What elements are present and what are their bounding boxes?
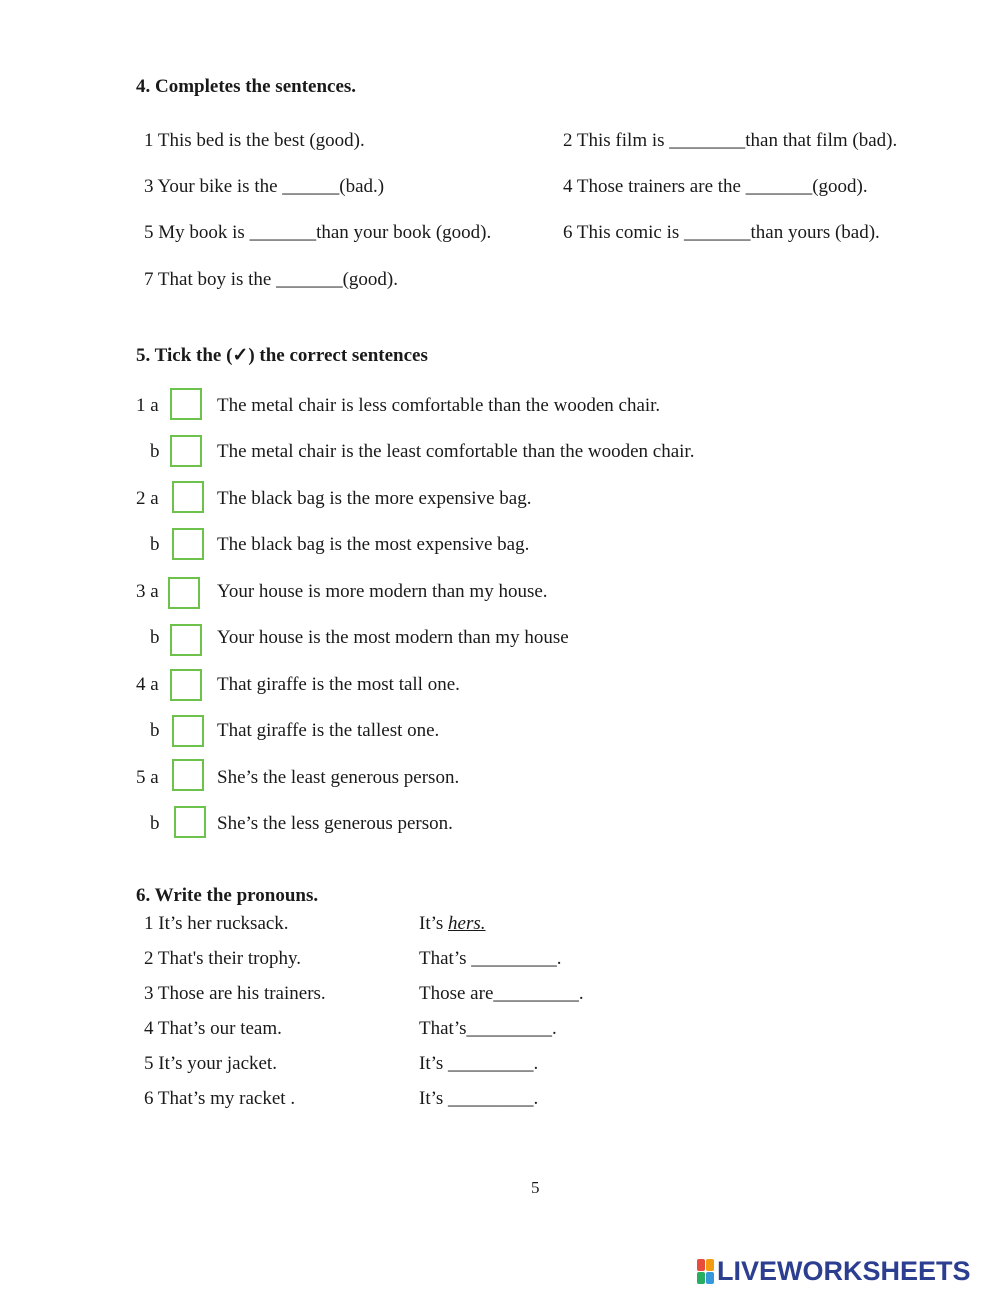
pronoun-prompt-3: 3 Those are his trainers. [144,983,326,1004]
answer-prefix: It’s [419,913,449,934]
item-label: 1 a [136,395,159,416]
sentence-4a: That giraffe is the most tall one. [217,674,460,695]
checkbox-3a[interactable] [168,577,200,609]
example-answer: hers. [448,913,486,934]
item-label: 3 a [136,581,159,602]
logo-mark-tile [697,1259,705,1271]
pronoun-prompt-6: 6 That’s my racket . [144,1088,296,1109]
logo-text: LIVEWORKSHEETS [717,1255,971,1286]
sentence-1b: The metal chair is the least comfortable than the wooden chair. [217,441,695,462]
sentence-4-3[interactable]: 3 Your bike is the ______(bad.) [144,176,385,197]
sentence-4-7[interactable]: 7 That boy is the _______(good). [144,269,399,290]
sentence-5a: She’s the least generous person. [217,767,460,788]
pronoun-prompt-4: 4 That’s our team. [144,1018,282,1039]
checkbox-2b[interactable] [172,528,204,560]
sentence-1a: The metal chair is less comfortable than the wooden chair. [217,395,661,416]
sentence-2b: The black bag is the most expensive bag. [217,534,530,555]
item-label: b [150,720,160,741]
liveworksheets-logo [697,1256,971,1286]
sentence-3a: Your house is more modern than my house. [217,581,548,602]
checkbox-5b[interactable] [174,806,206,838]
section-5-heading: 5. Tick the (✓) the correct sentences [136,345,428,366]
sentence-4-5[interactable]: 5 My book is _______than your book (good). [144,222,492,243]
pronoun-answer-5[interactable]: It’s _________. [419,1053,539,1074]
logo-mark-tile [706,1259,714,1271]
item-label: 4 a [136,674,159,695]
item-label: 5 a [136,767,159,788]
sentence-4-1: 1 This bed is the best (good). [144,130,365,151]
pronoun-answer-4[interactable]: That’s_________. [419,1018,557,1039]
item-label: b [150,813,160,834]
section-4-heading: 4. Completes the sentences. [136,76,357,97]
checkbox-2a[interactable] [172,481,204,513]
sentence-4b: That giraffe is the tallest one. [217,720,440,741]
pronoun-prompt-5: 5 It’s your jacket. [144,1053,277,1074]
page-number: 5 [531,1178,540,1197]
logo-mark-tile [706,1272,714,1284]
sentence-4-6[interactable]: 6 This comic is _______than yours (bad). [563,222,880,243]
sentence-5b: She’s the less generous person. [217,813,453,834]
checkbox-1a[interactable] [170,388,202,420]
checkbox-5a[interactable] [172,759,204,791]
checkbox-4a[interactable] [170,669,202,701]
logo-mark-icon [697,1259,714,1284]
sentence-2a: The black bag is the more expensive bag. [217,488,532,509]
checkbox-1b[interactable] [170,435,202,467]
pronoun-answer-6[interactable]: It’s _________. [419,1088,539,1109]
pronoun-answer-1 [419,914,486,933]
item-label: 2 a [136,488,159,509]
pronoun-prompt-2: 2 That's their trophy. [144,948,301,969]
section-6-heading: 6. Write the pronouns. [136,885,319,906]
item-label: b [150,627,160,648]
item-label: b [150,441,160,462]
checkbox-3b[interactable] [170,624,202,656]
pronoun-answer-2[interactable]: That’s _________. [419,948,562,969]
sentence-4-4[interactable]: 4 Those trainers are the _______(good). [563,176,868,197]
sentence-4-2[interactable]: 2 This film is ________than that film (bad). [563,130,898,151]
pronoun-prompt-1: 1 It’s her rucksack. [144,913,289,934]
pronoun-answer-3[interactable]: Those are_________. [419,983,584,1004]
logo-mark-tile [697,1272,705,1284]
item-label: b [150,534,160,555]
sentence-3b: Your house is the most modern than my house [217,627,569,648]
checkbox-4b[interactable] [172,715,204,747]
